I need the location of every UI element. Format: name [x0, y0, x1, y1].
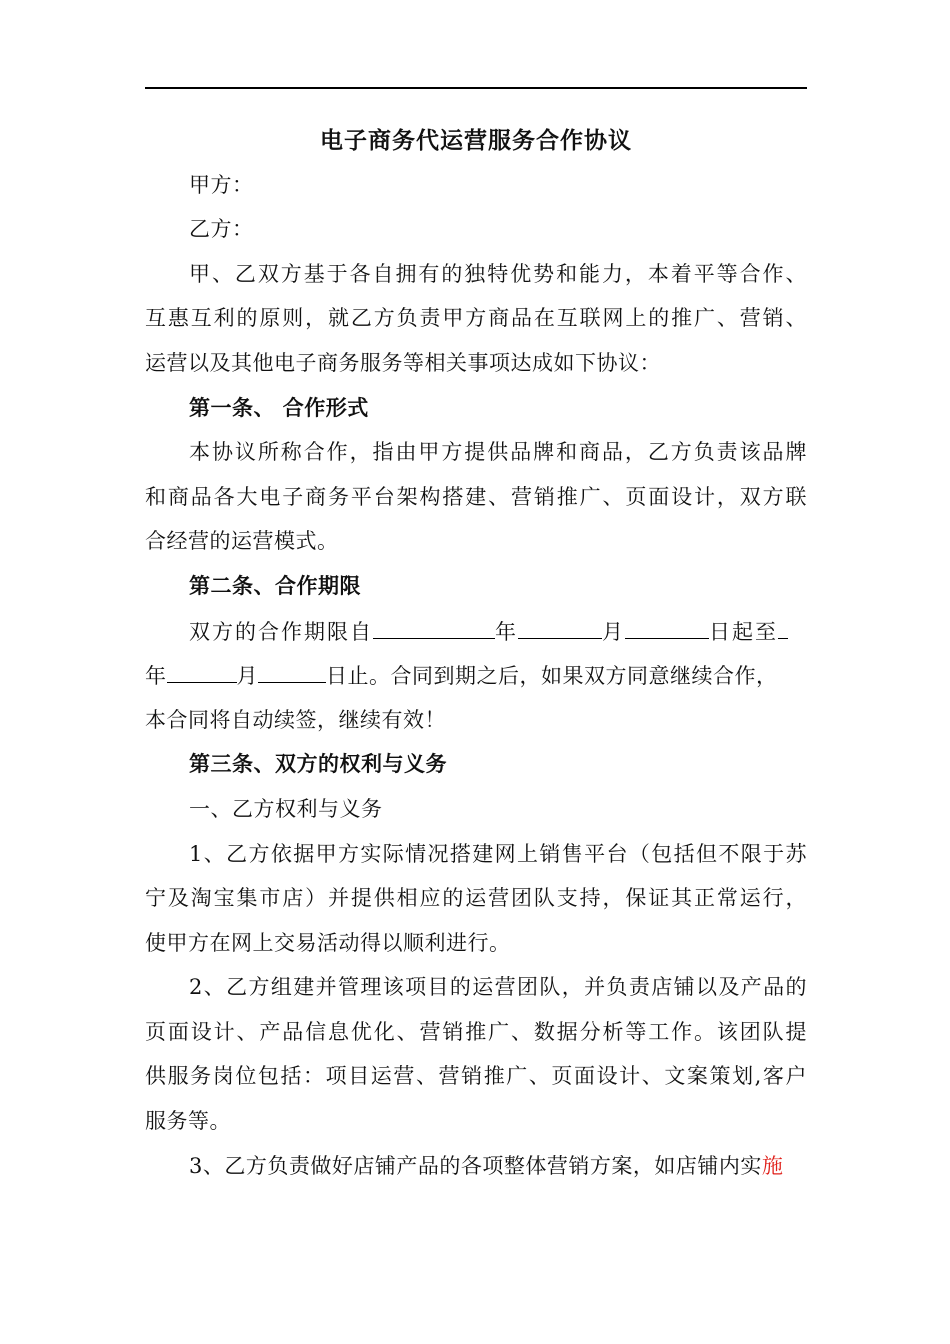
intro-line: 互惠互利的原则，就乙方负责甲方商品在互联网上的推广、营销、: [145, 306, 807, 330]
item2-line: 服务等。: [145, 1109, 231, 1133]
item3-text: 3、乙方负责做好店铺产品的各项整体营销方案，如店铺内实: [189, 1154, 762, 1178]
item3-line: [189, 1151, 807, 1181]
item2-line: 供服务岗位包括：项目运营、营销推广、页面设计、文案策划,客户: [145, 1064, 807, 1088]
article2-line: 本合同将自动续签，继续有效！: [145, 708, 446, 732]
item1-line: 宁及淘宝集市店）并提供相应的运营团队支持，保证其正常运行，: [145, 886, 807, 910]
article2-heading: 第二条、合作期限: [189, 574, 361, 598]
month-label: 月: [602, 620, 625, 644]
header-rule: [145, 87, 807, 89]
article3-subheading: 一、乙方权利与义务: [189, 797, 383, 821]
intro-line: 运营以及其他电子商务服务等相关事项达成如下协议：: [145, 351, 661, 375]
month-label: 月: [236, 664, 258, 688]
term-end-text: 日止。合同到期之后，如果双方同意继续合作，: [326, 664, 778, 688]
item2-line: 页面设计、产品信息优化、营销推广、数据分析等工作。该团队提: [145, 1020, 807, 1044]
article1-line: 合经营的运营模式。: [145, 529, 339, 553]
party-a-label: 甲方：: [189, 173, 254, 197]
item3-red-char: 施: [761, 1154, 784, 1178]
year-label: 年: [495, 620, 518, 644]
article1-heading: 第一条、 合作形式: [189, 396, 369, 420]
day-to-label: 日起至: [709, 620, 778, 644]
article3-heading: 第三条、双方的权利与义务: [189, 752, 447, 776]
start-day-blank: [625, 616, 709, 639]
party-b-label: 乙方：: [189, 217, 254, 241]
start-year-blank: [373, 616, 495, 639]
item1-line: 使甲方在网上交易活动得以顺利进行。: [145, 931, 511, 955]
article1-line: 本协议所称合作，指由甲方提供品牌和商品，乙方负责该品牌: [189, 440, 807, 464]
end-day-blank: [258, 660, 326, 683]
end-year-blank: [778, 616, 788, 639]
end-month-blank: [167, 660, 237, 683]
item2-line: 2、乙方组建并管理该项目的运营团队，并负责店铺以及产品的: [189, 975, 807, 999]
item1-line: 1、乙方依据甲方实际情况搭建网上销售平台（包括但不限于苏: [189, 842, 807, 866]
start-month-blank: [518, 616, 602, 639]
term-start-text: 双方的合作期限自: [189, 620, 373, 644]
intro-line: 甲、乙双方基于各自拥有的独特优势和能力，本着平等合作、: [189, 262, 807, 286]
article1-line: 和商品各大电子商务平台架构搭建、营销推广、页面设计，双方联: [145, 485, 807, 509]
article2-term-line: [189, 616, 807, 647]
article2-term-line: [145, 660, 807, 691]
year-label: 年: [145, 664, 167, 688]
document-title: 电子商务代运营服务合作协议: [320, 128, 632, 154]
